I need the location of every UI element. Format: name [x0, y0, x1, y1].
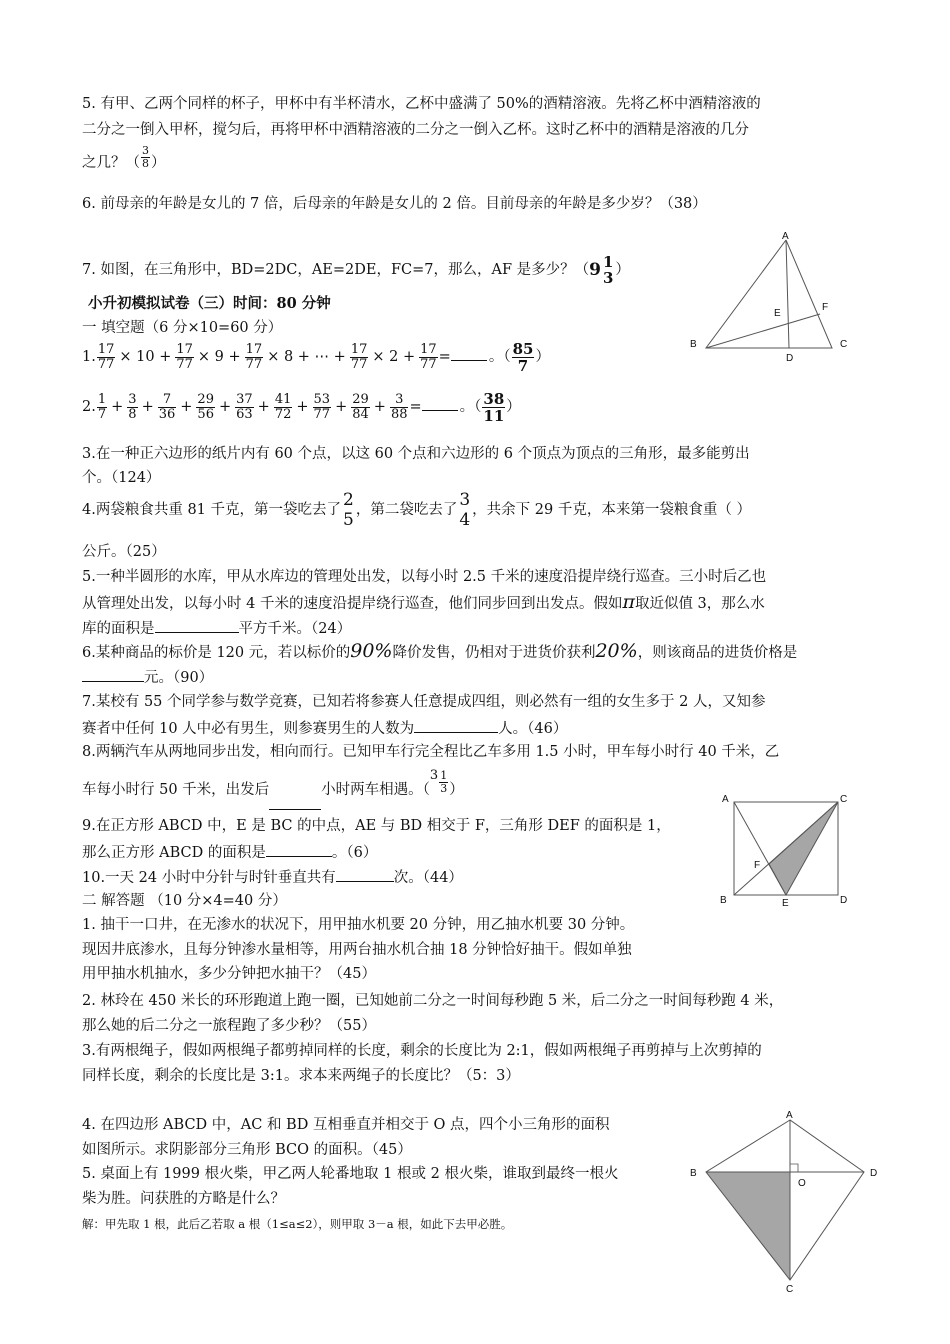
triangle-label-b: B: [690, 339, 697, 350]
triangle-label-d: D: [786, 353, 794, 364]
expression-fraction: $\frac{3}{88}$: [390, 391, 408, 422]
fill-1: [82, 336, 550, 378]
fill-9-line2: 那么正方形 ABCD 的面积是 。（6）: [82, 841, 377, 863]
equals-sign: =: [438, 349, 451, 365]
fill-4-line2: 公斤。（25）: [82, 544, 166, 560]
expression-fraction: $\frac{37}{63}$: [236, 391, 253, 422]
fill-10: 10.一天 24 小时中分针与时针垂直共有 次。（44）: [82, 866, 463, 888]
expression-operator: +: [335, 399, 348, 415]
kite-label-d: D: [870, 1168, 878, 1179]
expression-operator: +: [111, 399, 124, 415]
solve-3-line2: 同样长度，剩余的长度比是 3:1。求本来两绳子的长度比？（5：3）: [82, 1068, 520, 1084]
answer-open: 。（: [459, 399, 482, 415]
fill-6-line1: 6.某种商品的标价是 120 元，若以标价的90%降价发售，仍相对于进货价获利20%，则该商品的进货价格是: [82, 640, 798, 662]
solve-3-line1: 3.有两根绳子，假如两根绳子都剪掉同样的长度，剩余的长度比为 2:1，假如两根绳子再剪掉与上次剪掉的: [82, 1043, 762, 1059]
pi-symbol: π: [622, 591, 635, 613]
solve-1-line2: 现因井底渗水，且每分钟渗水量相等，用两台抽水机合抽 18 分钟恰好抽干。假如单独: [82, 942, 632, 958]
expression-operator: × 9 +: [197, 349, 241, 365]
triangle-label-c: C: [840, 339, 848, 350]
answer-blank[interactable]: [451, 345, 487, 361]
solve-2-line2: 那么她的后二分之一旅程跑了多少秒？（55）: [82, 1018, 376, 1034]
square-label-a: A: [722, 794, 729, 805]
fill-4-line1: 4.两袋粮食共重 81 千克，第一袋吃去了 2 5 ，第二袋吃去了 3 4 ，共余下 29 千克，本来第一袋粮食重（ ）: [82, 490, 751, 530]
fill-5-line1: 5.一种半圆形的水库，甲从水库边的管理处出发，以每小时 2.5 千米的速度沿提岸绕行巡查。三小时后乙也: [82, 569, 767, 585]
fill-8-line1: 8.两辆汽车从两地同步出发，相向而行。已知甲车行完全程比乙车多用 1.5 小时，甲车每小时行 40 千米，乙: [82, 744, 780, 760]
square-label-e: E: [782, 898, 789, 909]
expression-operator: +: [373, 399, 386, 415]
fill-7-line1: 7.某校有 55 个同学参与数学竞赛，已知若将参赛人任意提成四组，则必然有一组的女生多于 2 人，又知参: [82, 694, 766, 710]
q7-line: 7. 如图，在三角形中，BD=2DC，AE=2DE，FC=7，那么，AF 是多少？（9 1 3 ）: [82, 253, 630, 287]
solve-1-line1: 1. 抽干一口井，在无渗水的状况下，用甲抽水机要 20 分钟，用乙抽水机要 30 分钟。: [82, 917, 635, 933]
solve-1-line3: 用甲抽水机抽水，多少分钟把水抽干？（45）: [82, 966, 376, 982]
fill-4-fraction-2: 3 4: [459, 490, 471, 530]
expression-fraction: $\frac{29}{84}$: [352, 391, 369, 422]
solve-4-line2: 如图所示。求阴影部分三角形 BCO 的面积。（45）: [82, 1142, 412, 1158]
exam-title: 小升初模拟试卷（三）时间：80 分钟: [88, 295, 331, 312]
expression-fraction: $\frac{17}{77}$: [245, 341, 263, 372]
kite-figure: [680, 1110, 880, 1296]
expression-operator: × 10 +: [119, 349, 172, 365]
expression-operator: +: [141, 399, 154, 415]
q5-line3-text: 之几？（: [82, 155, 140, 171]
expression-fraction: $\frac{41}{72}$: [274, 391, 292, 422]
answer-open: 。（: [488, 349, 511, 365]
fill-2: [82, 386, 521, 428]
expression-operator: +: [257, 399, 270, 415]
fill-10-blank[interactable]: [336, 866, 394, 882]
fill-9-blank[interactable]: [266, 841, 332, 857]
fill-8-blank[interactable]: [269, 794, 321, 810]
answer-close: ）: [506, 399, 521, 415]
kite-label-b: B: [690, 1168, 697, 1179]
solve-5-line1: 5. 桌面上有 1999 根火柴，甲乙两人轮番地取 1 根或 2 根火柴，谁取到最终一根火: [82, 1166, 619, 1182]
q5-line1: 5. 有甲、乙两个同样的杯子，甲杯中有半杯清水，乙杯中盛满了 50%的酒精溶液。先将乙杯中酒精溶液的: [82, 96, 761, 112]
square-label-c: C: [840, 794, 848, 805]
section-2-heading: 二 解答题 （10 分×4=40 分）: [82, 893, 287, 909]
expression-fraction: $\frac{29}{56}$: [197, 391, 214, 422]
answer-fraction: $\frac{85}{7}$: [512, 339, 534, 375]
fill-7-line2: 赛者中任何 10 人中必有男生，则参赛男生的人数为 人。（46）: [82, 717, 567, 739]
answer-blank[interactable]: [422, 395, 458, 411]
fill-8-line2: 车每小时行 50 千米，出发后 小时两车相遇。（3 $\frac{1}{3}$ ）: [82, 770, 464, 810]
item-number: 2.: [82, 399, 96, 415]
triangle-label-a: A: [782, 231, 789, 242]
kite-label-c: C: [786, 1284, 794, 1295]
expression-fraction: $\frac{3}{8}$: [128, 391, 137, 422]
expression-fraction: $\frac{17}{77}$: [176, 341, 193, 372]
fill-1-expression: [82, 339, 550, 375]
square-label-b: B: [720, 895, 727, 906]
square-figure: [712, 790, 852, 912]
fill-3-line1: 3.在一种正六边形的纸片内有 60 个点，以这 60 个点和六边形的 6 个顶点为顶点的三角形，最多能剪出: [82, 446, 750, 462]
q5-line3: 之几？（ $\frac{3}{8}$ ）: [82, 144, 166, 171]
expression-fraction: $\frac{53}{77}$: [313, 391, 331, 422]
expression-operator: +: [180, 399, 193, 415]
item-number: 1.: [82, 349, 96, 365]
expression-operator: +: [218, 399, 232, 415]
square-label-f: F: [754, 860, 761, 871]
expression-operator: × 2 +: [372, 349, 416, 365]
solve-5-line2: 柴为胜。问获胜的方略是什么？: [82, 1191, 285, 1207]
fill-5-blank[interactable]: [155, 617, 239, 633]
fill-6-line2: 元。（90）: [82, 666, 213, 688]
square-label-d: D: [840, 895, 848, 906]
fill-5-line3: 库的面积是 平方千米。（24）: [82, 617, 351, 639]
fill-2-expression: [82, 389, 521, 425]
answer-close: ）: [535, 349, 550, 365]
fill-6-blank[interactable]: [82, 666, 144, 682]
solve-5-solution: 解：甲先取 1 根，此后乙若取 a 根（1≤a≤2），则甲取 3－a 根，如此下去甲必胜。: [82, 1217, 513, 1231]
fill-7-blank[interactable]: [414, 717, 498, 733]
fill-5-line2: 从管理处出发，以每小时 4 千米的速度沿提岸绕行巡查，他们同步回到出发点。假如π取近似值 3，那么水: [82, 591, 765, 613]
kite-label-o: O: [798, 1178, 806, 1189]
fill-4-fraction-1: 2 5: [343, 490, 354, 530]
expression-fraction: $\frac{17}{77}$: [97, 341, 115, 372]
expression-operator: × 8 + ⋯ +: [267, 349, 346, 365]
triangle-label-f: F: [822, 302, 829, 313]
section-1-heading: 一 填空题（6 分×10=60 分）: [82, 320, 283, 336]
expression-fraction: $\frac{1}{7}$: [97, 391, 107, 422]
fill-3-line2: 个。（124）: [82, 470, 161, 486]
expression-fraction: $\frac{7}{36}$: [158, 391, 176, 422]
equals-sign: =: [409, 399, 422, 415]
expression-fraction: $\frac{17}{77}$: [350, 341, 368, 372]
expression-operator: +: [296, 399, 309, 415]
q5-answer-fraction: $\frac{3}{8}$: [142, 144, 149, 170]
q5-line2: 二分之一倒入甲杯，搅匀后，再将甲杯中酒精溶液的二分之一倒入乙杯。这时乙杯中的酒精是溶液的几分: [82, 122, 749, 138]
fill-9-line1: 9.在正方形 ABCD 中，E 是 BC 的中点，AE 与 BD 相交于 F，三角形 DEF 的面积是 1，: [82, 818, 671, 834]
solve-2-line1: 2. 林玲在 450 米长的环形跑道上跑一圈，已知她前二分之一时间每秒跑 5 米，后二分之一时间每秒跑 4 米，: [82, 993, 784, 1009]
fill-8-answer-fraction: $\frac{1}{3}$: [440, 769, 448, 795]
triangle-label-e: E: [774, 308, 781, 319]
expression-fraction: $\frac{17}{77}$: [420, 341, 437, 372]
kite-label-a: A: [786, 1110, 793, 1121]
q6-text: 6. 前母亲的年龄是女儿的 7 倍，后母亲的年龄是女儿的 2 倍。目前母亲的年龄是多少岁？（38）: [82, 196, 707, 212]
triangle-figure: [680, 228, 860, 368]
answer-fraction: $\frac{38}{11}$: [483, 389, 505, 425]
q7-answer-fraction: 1 3: [602, 253, 614, 287]
solve-4-line1: 4. 在四边形 ABCD 中，AC 和 BD 互相垂直并相交于 O 点，四个小三角形的面积: [82, 1117, 610, 1133]
